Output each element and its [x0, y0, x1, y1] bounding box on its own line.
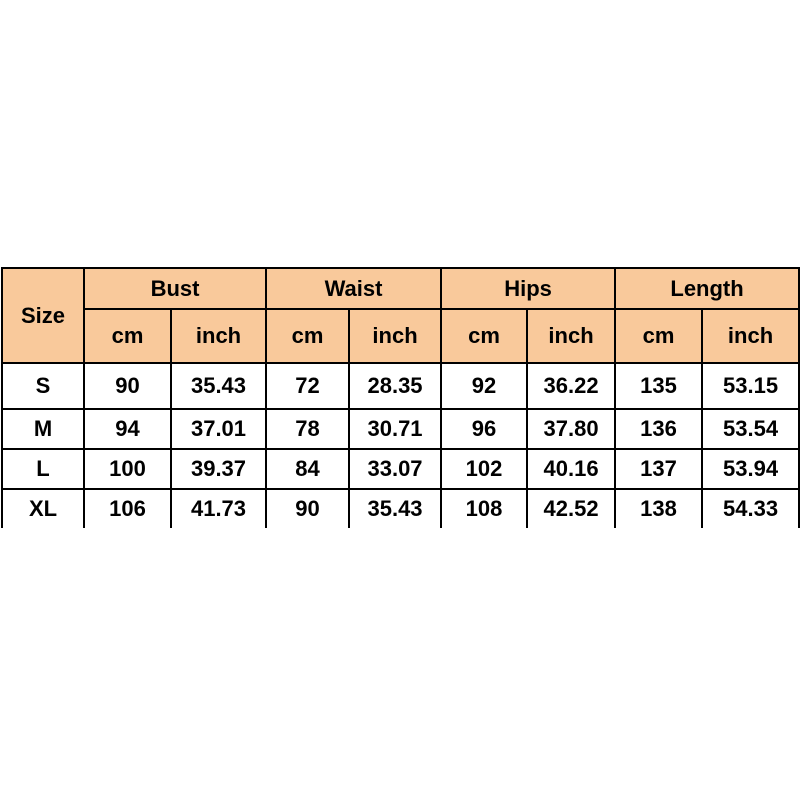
size-label: S	[2, 363, 84, 409]
table-cell: 42.52	[527, 489, 615, 528]
size-label: M	[2, 409, 84, 449]
hips-group-header: Hips	[441, 268, 615, 309]
table-cell: 53.15	[702, 363, 799, 409]
table-cell: 135	[615, 363, 702, 409]
table-cell: 35.43	[349, 489, 441, 528]
table-cell: 136	[615, 409, 702, 449]
table-cell: 41.73	[171, 489, 266, 528]
table-cell: 90	[84, 363, 171, 409]
table-cell: 28.35	[349, 363, 441, 409]
table-cell: 53.54	[702, 409, 799, 449]
unit-header: inch	[702, 309, 799, 363]
table-cell: 92	[441, 363, 527, 409]
table-cell: 53.94	[702, 449, 799, 489]
table-row	[2, 363, 799, 409]
table-cell: 39.37	[171, 449, 266, 489]
table-cell: 90	[266, 489, 349, 528]
unit-header: cm	[615, 309, 702, 363]
size-column-header: Size	[2, 268, 84, 363]
table-cell: 138	[615, 489, 702, 528]
table-cell: 96	[441, 409, 527, 449]
unit-header: inch	[171, 309, 266, 363]
table-cell: 37.80	[527, 409, 615, 449]
table-cell: 100	[84, 449, 171, 489]
unit-header: cm	[441, 309, 527, 363]
unit-header: inch	[527, 309, 615, 363]
unit-header: inch	[349, 309, 441, 363]
table-cell: 108	[441, 489, 527, 528]
table-cell: 35.43	[171, 363, 266, 409]
length-group-header: Length	[615, 268, 799, 309]
table-cell: 94	[84, 409, 171, 449]
unit-header: cm	[266, 309, 349, 363]
table-row	[2, 409, 799, 449]
table-cell: 33.07	[349, 449, 441, 489]
header-unit-row	[2, 309, 799, 363]
table-cell: 137	[615, 449, 702, 489]
unit-header: cm	[84, 309, 171, 363]
bust-group-header: Bust	[84, 268, 266, 309]
size-label: XL	[2, 489, 84, 528]
size-label: L	[2, 449, 84, 489]
table-cell: 106	[84, 489, 171, 528]
table-cell: 102	[441, 449, 527, 489]
table-cell: 37.01	[171, 409, 266, 449]
table-cell: 40.16	[527, 449, 615, 489]
table-row	[2, 489, 799, 528]
waist-group-header: Waist	[266, 268, 441, 309]
table-cell: 54.33	[702, 489, 799, 528]
table-cell: 84	[266, 449, 349, 489]
table-cell: 30.71	[349, 409, 441, 449]
table-cell: 36.22	[527, 363, 615, 409]
table-row	[2, 449, 799, 489]
table-cell: 72	[266, 363, 349, 409]
table-cell: 78	[266, 409, 349, 449]
header-group-row	[2, 268, 799, 309]
size-chart-table	[1, 267, 800, 528]
